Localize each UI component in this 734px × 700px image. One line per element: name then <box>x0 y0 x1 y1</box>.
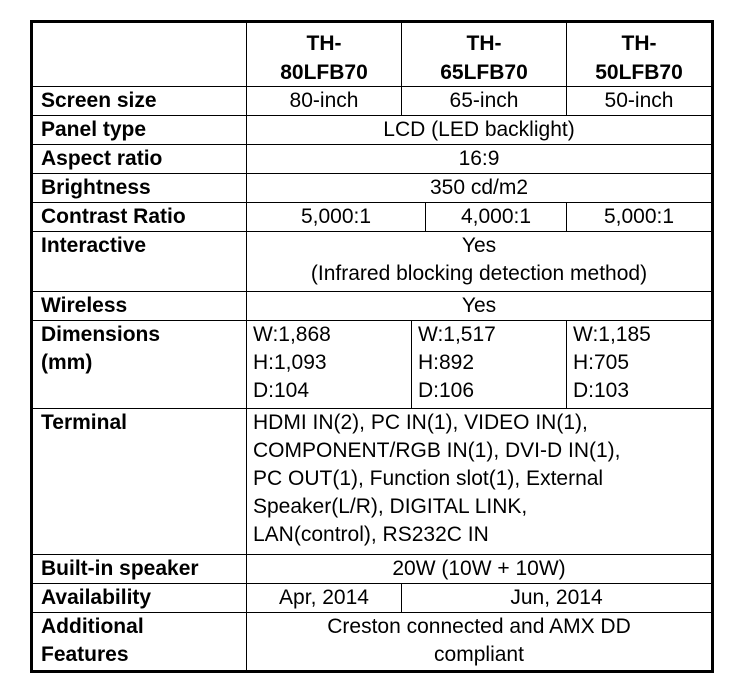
aspect-ratio-value: 16:9 <box>246 144 712 174</box>
row-label-availability: Availability <box>32 583 247 613</box>
row-label-panel-type: Panel type <box>32 115 247 145</box>
additional-line-2: compliant <box>434 643 524 666</box>
dimensions-80 <box>246 320 412 409</box>
speaker-value: 20W (10W + 10W) <box>246 554 712 584</box>
interactive-value <box>246 231 712 292</box>
terminal-line-5: LAN(control), RS232C IN <box>253 523 489 546</box>
dim-65-d: D:106 <box>418 379 475 402</box>
model-80-prefix: TH- <box>306 32 342 55</box>
dimensions-65 <box>411 320 567 409</box>
dim-80-w: W:1,868 <box>253 323 331 346</box>
brightness-value: 350 cd/m2 <box>246 173 712 203</box>
model-50-suffix: 50LFB70 <box>595 61 683 84</box>
contrast-80: 5,000:1 <box>246 202 426 232</box>
row-label-screen-size: Screen size <box>32 86 247 116</box>
terminal-line-4: Speaker(L/R), DIGITAL LINK, <box>253 495 528 518</box>
header-model-50 <box>566 22 712 87</box>
dim-65-w: W:1,517 <box>418 323 496 346</box>
screen-size-80: 80-inch <box>246 86 402 116</box>
dimensions-label-line-2: (mm) <box>41 351 93 374</box>
dimensions-50 <box>566 320 712 409</box>
row-label-terminal: Terminal <box>32 408 247 555</box>
dim-50-h: H:705 <box>573 351 630 374</box>
contrast-50: 5,000:1 <box>566 202 712 232</box>
model-50-prefix: TH- <box>621 32 657 55</box>
row-label-dimensions <box>32 320 247 409</box>
row-label-aspect-ratio: Aspect ratio <box>32 144 247 174</box>
contrast-65: 4,000:1 <box>425 202 567 232</box>
dim-80-h: H:1,093 <box>253 351 327 374</box>
additional-label-line-2: Features <box>41 643 129 666</box>
additional-line-1: Creston connected and AMX DD <box>327 615 631 638</box>
model-65-prefix: TH- <box>466 32 502 55</box>
model-80-suffix: 80LFB70 <box>280 61 368 84</box>
additional-label-line-1: Additional <box>41 615 144 638</box>
dim-65-h: H:892 <box>418 351 475 374</box>
dim-80-d: D:104 <box>253 379 310 402</box>
model-65-suffix: 65LFB70 <box>440 61 528 84</box>
dim-50-d: D:103 <box>573 379 630 402</box>
header-model-80 <box>246 22 402 87</box>
row-label-wireless: Wireless <box>32 291 247 321</box>
interactive-line-1: Yes <box>461 234 497 257</box>
row-label-brightness: Brightness <box>32 173 247 203</box>
dim-50-w: W:1,185 <box>573 323 651 346</box>
terminal-line-3: PC OUT(1), Function slot(1), External <box>253 467 604 490</box>
interactive-line-2: (Infrared blocking detection method) <box>310 262 648 285</box>
row-label-additional-features <box>32 612 247 671</box>
terminal-value <box>246 408 712 555</box>
dimensions-label-line-1: Dimensions <box>41 323 161 346</box>
screen-size-50: 50-inch <box>566 86 712 116</box>
wireless-value: Yes <box>246 291 712 321</box>
additional-features-value <box>246 612 712 671</box>
header-model-65 <box>401 22 567 87</box>
terminal-line-1: HDMI IN(2), PC IN(1), VIDEO IN(1), <box>253 411 588 434</box>
row-label-built-in-speaker: Built-in speaker <box>32 554 247 584</box>
header-empty-cell <box>32 22 247 87</box>
availability-80: Apr, 2014 <box>246 583 402 613</box>
availability-65-50: Jun, 2014 <box>401 583 712 613</box>
screen-size-65: 65-inch <box>401 86 567 116</box>
panel-type-value: LCD (LED backlight) <box>246 115 712 145</box>
terminal-line-2: COMPONENT/RGB IN(1), DVI-D IN(1), <box>253 439 621 462</box>
row-label-interactive: Interactive <box>32 231 247 292</box>
spec-table <box>30 20 714 673</box>
row-label-contrast-ratio: Contrast Ratio <box>32 202 247 232</box>
